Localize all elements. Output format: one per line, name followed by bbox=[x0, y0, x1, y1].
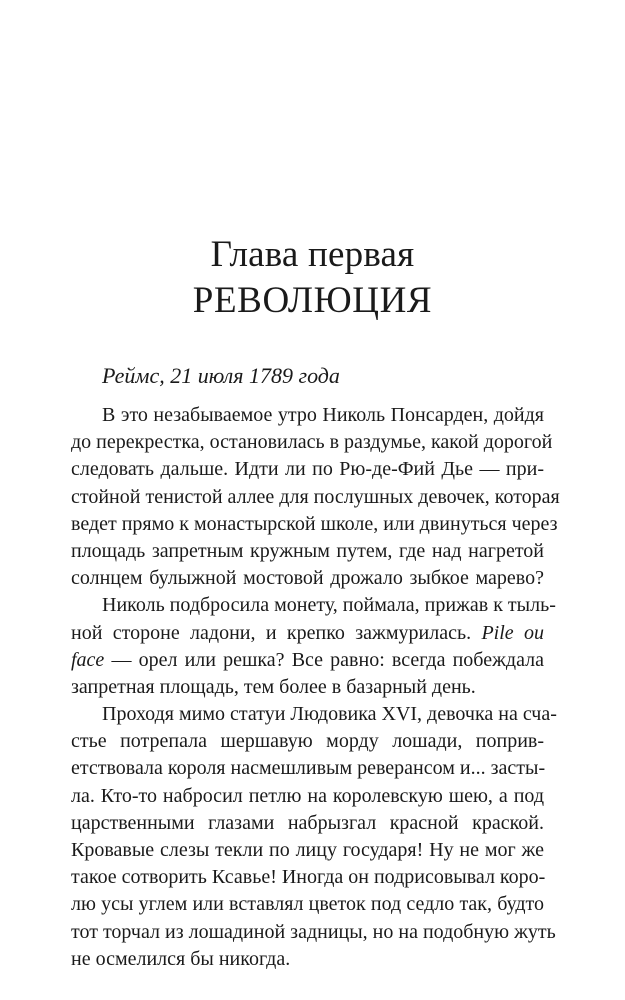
italic-phrase: Pile ou bbox=[481, 621, 544, 644]
text-line bbox=[71, 620, 544, 647]
text-line: следовать дальше. Идти ли по Рю-де-Фий Дье — при- bbox=[71, 458, 544, 481]
text-line: до перекрестка, остановилась в раздумье, какой дорогой bbox=[71, 431, 553, 454]
dateline: Реймс, 21 июля 1789 года bbox=[102, 363, 340, 388]
text-line: площадь запретным кружным путем, где над нагретой bbox=[71, 539, 544, 562]
text-line: Проходя мимо статуи Людовика XVI, девочка на сча- bbox=[102, 703, 557, 726]
text-line: ведет прямо к монастырской школе, или двинуться через bbox=[71, 512, 558, 535]
text-line: стойной тенистой аллее для послушных девочек, которая bbox=[71, 485, 560, 508]
text-line: запретная площадь, тем более в базарный день. bbox=[71, 675, 476, 698]
text-line: лю усы углем или вставлял цветок под седло так, будто bbox=[71, 893, 544, 916]
text-line: царственными глазами набрызгал красной краской. bbox=[71, 811, 544, 834]
text-line: етствовала короля насмешливым реверансом и... засты- bbox=[71, 757, 546, 780]
text-line: Николь подбросила монету, поймала, прижав к тыль- bbox=[102, 594, 556, 617]
text-line bbox=[71, 647, 544, 674]
text-line: такое сотворить Ксавье! Иногда он подрисовывал коро- bbox=[71, 866, 546, 889]
chapter-heading bbox=[0, 232, 625, 324]
text-line: Кровавые слезы текли по лицу государя! Ну не мог же bbox=[71, 839, 544, 861]
text-line: стье потрепала шершавую морду лошади, поприв- bbox=[71, 730, 544, 753]
text-line: ла. Кто-то набросил петлю на королевскую шею, а под bbox=[71, 784, 544, 807]
body-text bbox=[71, 402, 560, 973]
text-segment: ной стороне ладони, и крепко зажмурилась. bbox=[71, 621, 472, 644]
text-line: В это незабываемое утро Николь Понсарден, дойдя bbox=[102, 404, 544, 426]
text-line: солнцем булыжной мостовой дрожало зыбкое марево? bbox=[71, 567, 544, 590]
chapter-title: РЕВОЛЮЦИЯ bbox=[192, 280, 433, 321]
text-segment: — орел или решка? Все равно: всегда побеждала bbox=[111, 648, 544, 671]
text-line: не осмелился бы никогда. bbox=[71, 947, 291, 970]
chapter-number: Глава первая bbox=[210, 234, 415, 275]
italic-phrase: face bbox=[71, 648, 105, 671]
text-line: тот торчал из лошадиной задницы, но на подобную жуть bbox=[71, 920, 556, 943]
